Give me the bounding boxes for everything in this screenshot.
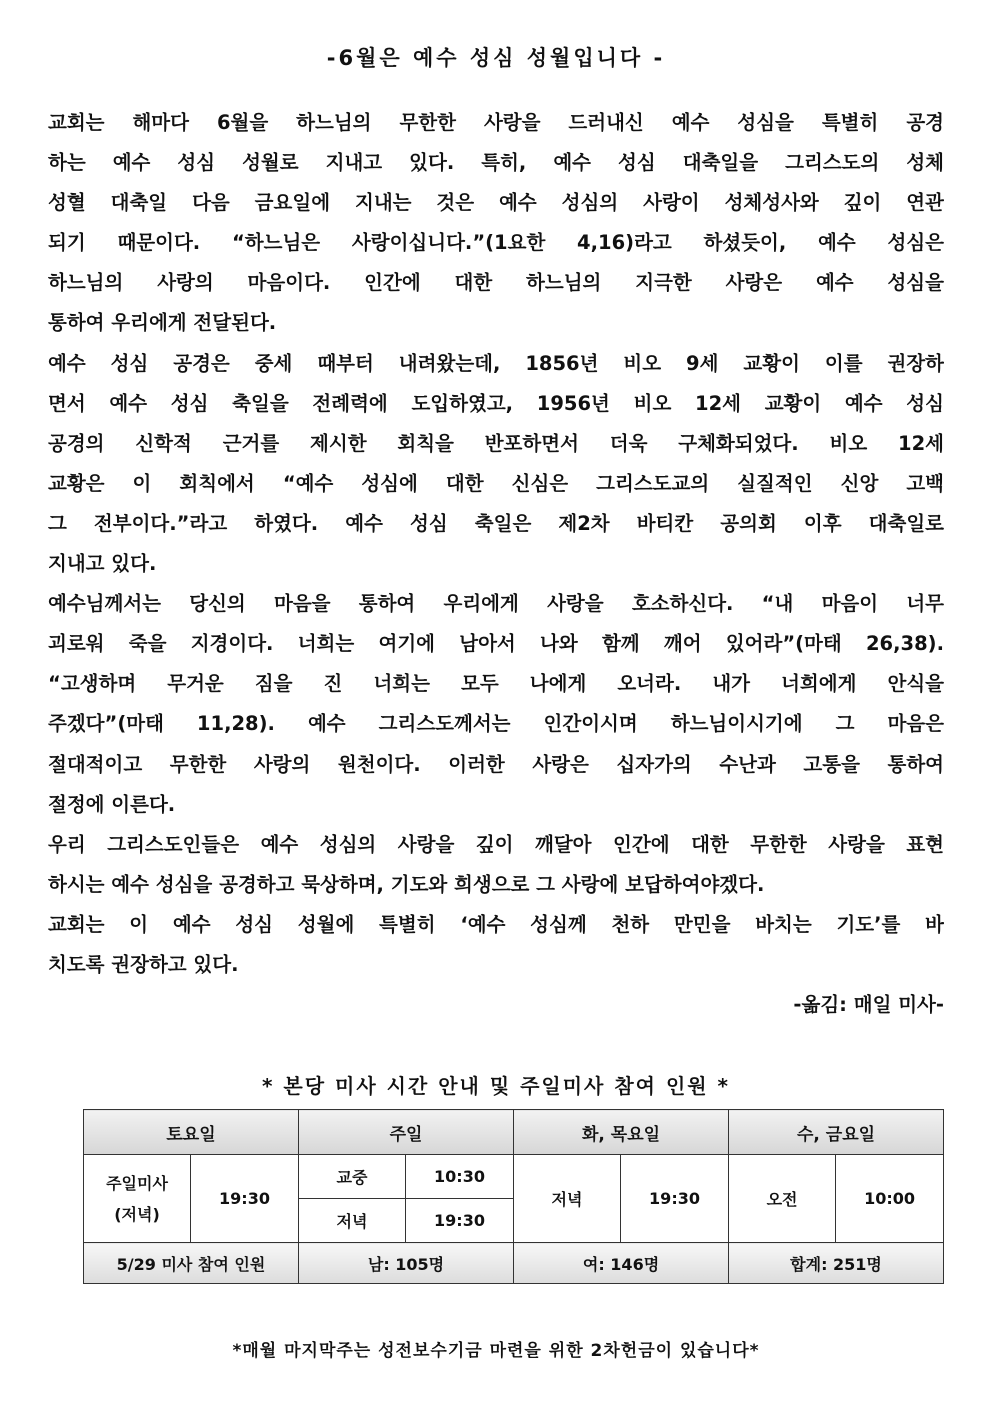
article-line: 절대적이고 무한한 사랑의 원천이다. 이러한 사랑은 십자가의 수난과 고통을 통하여	[48, 752, 944, 776]
sunday-evening-mass-time: 19:30	[406, 1199, 514, 1243]
article-line: 절정에 이른다.	[48, 792, 176, 816]
article-line: 치도록 권장하고 있다.	[48, 952, 239, 976]
wed-fri-mass-time: 10:00	[836, 1155, 944, 1243]
article-line: 우리 그리스도인들은 예수 성심의 사랑을 깊이 깨달아 인간에 대한 무한한 사랑을 표현	[48, 832, 944, 856]
article-line: 하시는 예수 성심을 공경하고 묵상하며, 기도와 희생으로 그 사랑에 보답하여야겠다.	[48, 872, 765, 896]
article-line: 하느님의 사랑의 마음이다. 인간에 대한 하느님의 지극한 사랑은 예수 성심을	[48, 271, 944, 295]
saturday-mass-line1: 주일미사	[106, 1173, 168, 1193]
schedule-row	[84, 1155, 944, 1199]
tue-thu-mass-label: 저녁	[514, 1155, 621, 1243]
header-saturday: 토요일	[84, 1110, 299, 1155]
article-line: 그 전부이다.”라고 하였다. 예수 성심 축일은 제2차 바티칸 공의회 이후 대축일로	[48, 511, 944, 535]
article-line: 공경의 신학적 근거를 제시한 회칙을 반포하면서 더욱 구체화되었다. 비오 12세	[48, 431, 944, 455]
article-line: 교회는 해마다 6월을 하느님의 무한한 사랑을 드러내신 예수 성심을 특별히 공경	[48, 111, 944, 134]
attendance-male: 남: 105명	[299, 1243, 514, 1284]
article-source: -옮김: 매일 미사-	[793, 993, 944, 1017]
article-line: 지내고 있다.	[48, 552, 157, 576]
article-line: 예수님께서는 당신의 마음을 통하여 우리에게 사랑을 호소하신다. “내 마음이 너무	[48, 592, 944, 616]
article-line: 교황은 이 회칙에서 “예수 성심에 대한 신심은 그리스도교의 실질적인 신앙 고백	[48, 471, 944, 495]
article-line: 면서 예수 성심 축일을 전례력에 도입하였고, 1956년 비오 12세 교황이 예수 성심	[48, 391, 944, 415]
saturday-mass-time: 19:30	[191, 1155, 299, 1243]
header-tue-thu: 화, 목요일	[514, 1110, 729, 1155]
sunday-evening-mass-label: 저녁	[299, 1199, 406, 1243]
wed-fri-mass-label: 오전	[729, 1155, 836, 1243]
article-line: 하는 예수 성심 성월로 지내고 있다. 특히, 예수 성심 대축일을 그리스도의 성체	[48, 151, 944, 175]
article-line: “고생하며 무거운 짐을 진 너희는 모두 나에게 오너라. 내가 너희에게 안식을	[48, 672, 944, 696]
article-line: 성혈 대축일 다음 금요일에 지내는 것은 예수 성심의 사랑이 성체성사와 깊이 연관	[48, 191, 944, 215]
tue-thu-mass-time: 19:30	[621, 1155, 729, 1243]
schedule-header-row	[84, 1110, 944, 1155]
article-line: 되기 때문이다. “하느님은 사랑이십니다.”(1요한 4,16)라고 하셨듯이, 예수 성심은	[48, 231, 944, 255]
article-line: 통하여 우리에게 전달된다.	[48, 311, 277, 335]
footer-notice: *매월 마지막주는 성전보수기금 마련을 위한 2차헌금이 있습니다*	[232, 1341, 760, 1361]
attendance-row	[84, 1243, 944, 1284]
attendance-label: 5/29 미사 참여 인원	[84, 1243, 299, 1284]
header-sunday: 주일	[299, 1110, 514, 1155]
article-line: 주겠다”(마태 11,28). 예수 그리스도께서는 인간이시며 하느님이시기에 그 마음은	[48, 712, 944, 736]
header-wed-fri: 수, 금요일	[729, 1110, 944, 1155]
article-line: 괴로워 죽을 지경이다. 너희는 여기에 남아서 나와 함께 깨어 있어라”(마태 26,38).	[48, 632, 944, 656]
article-body	[48, 103, 944, 1025]
article-line: 교회는 이 예수 성심 성월에 특별히 ‘예수 성심께 천하 만민을 바치는 기도’를 바	[48, 912, 944, 936]
saturday-mass-line2: (저녁)	[114, 1204, 160, 1224]
page-title: -6월은 예수 성심 성월입니다 -	[326, 46, 666, 70]
sunday-main-mass-time: 10:30	[406, 1155, 514, 1199]
schedule-title: * 본당 미사 시간 안내 및 주일미사 참여 인원 *	[261, 1074, 731, 1098]
attendance-female: 여: 146명	[514, 1243, 729, 1284]
attendance-total: 합계: 251명	[729, 1243, 944, 1284]
mass-schedule-table	[83, 1109, 944, 1284]
saturday-mass-label	[84, 1155, 191, 1243]
sunday-main-mass-label: 교중	[299, 1155, 406, 1199]
article-line: 예수 성심 공경은 중세 때부터 내려왔는데, 1856년 비오 9세 교황이 이를 권장하	[48, 351, 944, 375]
